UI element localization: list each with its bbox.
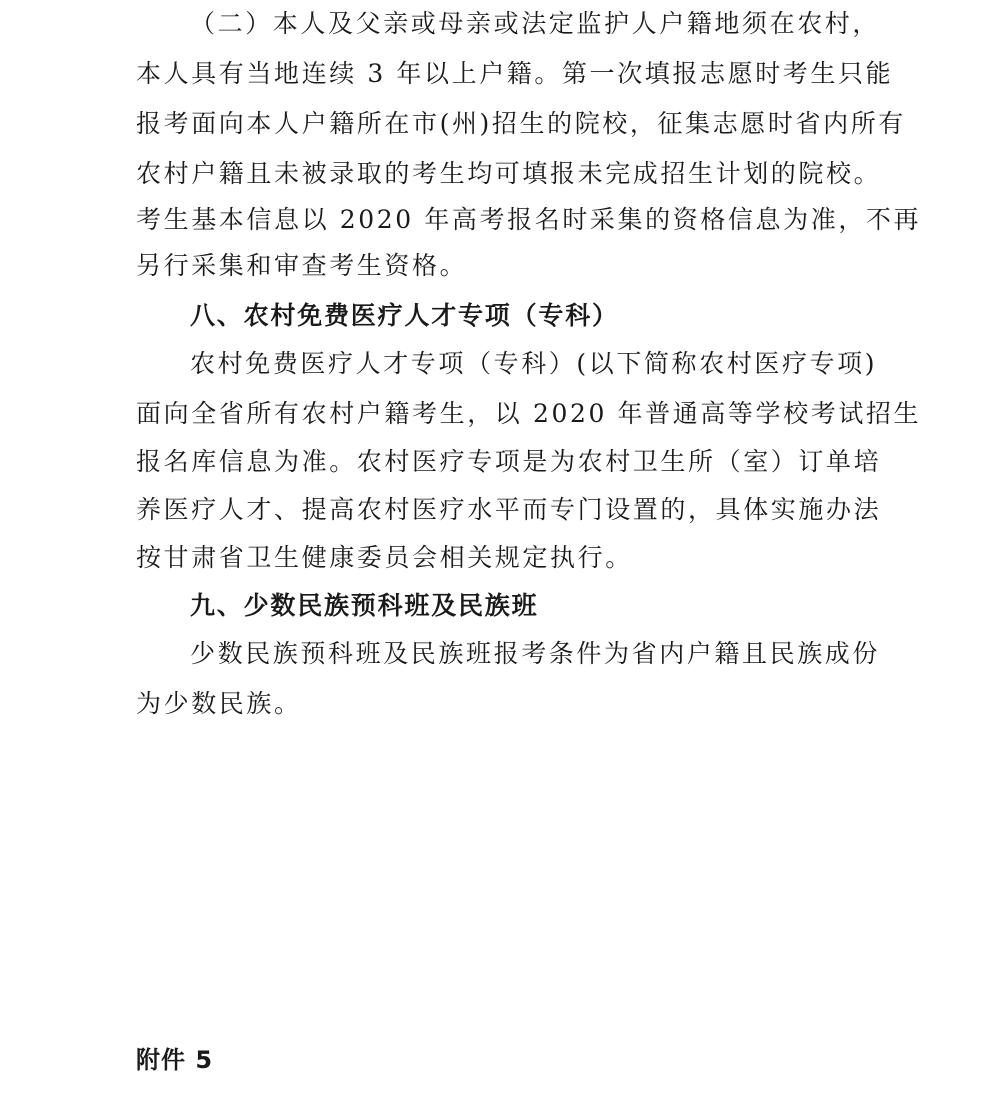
paragraph-line: 农村户籍且未被录取的考生均可填报未完成招生计划的院校。 [136, 159, 882, 188]
paragraph-line: （二）本人及父亲或母亲或法定监护人户籍地须在农村， [190, 9, 881, 38]
paragraph-line: 另行采集和审查考生资格。 [136, 251, 468, 280]
section-heading-eight: 八、农村免费医疗人才专项（专科） [190, 301, 619, 330]
paragraph-line: 报名库信息为准。农村医疗专项是为农村卫生所（室）订单培 [136, 447, 882, 476]
section-heading-nine: 九、少数民族预科班及民族班 [190, 591, 539, 620]
paragraph-line: 考生基本信息以 2020 年高考报名时采集的资格信息为准，不再 [136, 205, 922, 234]
paragraph-line: 养医疗人才、提高农村医疗水平而专门设置的，具体实施办法 [136, 495, 882, 524]
paragraph-line: 报考面向本人户籍所在市(州)招生的院校，征集志愿时省内所有 [136, 109, 906, 138]
paragraph-line: 面向全省所有农村户籍考生，以 2020 年普通高等学校考试招生 [136, 399, 922, 428]
paragraph-line: 少数民族预科班及民族班报考条件为省内户籍且民族成份 [190, 639, 881, 668]
paragraph-line: 按甘肃省卫生健康委员会相关规定执行。 [136, 543, 633, 572]
paragraph-line: 农村免费医疗人才专项（专科）(以下简称农村医疗专项) [190, 349, 878, 378]
paragraph-line: 为少数民族。 [136, 689, 302, 718]
paragraph-line: 本人具有当地连续 3 年以上户籍。第一次填报志愿时考生只能 [136, 59, 894, 88]
attachment-label: 附件 5 [136, 1046, 214, 1074]
